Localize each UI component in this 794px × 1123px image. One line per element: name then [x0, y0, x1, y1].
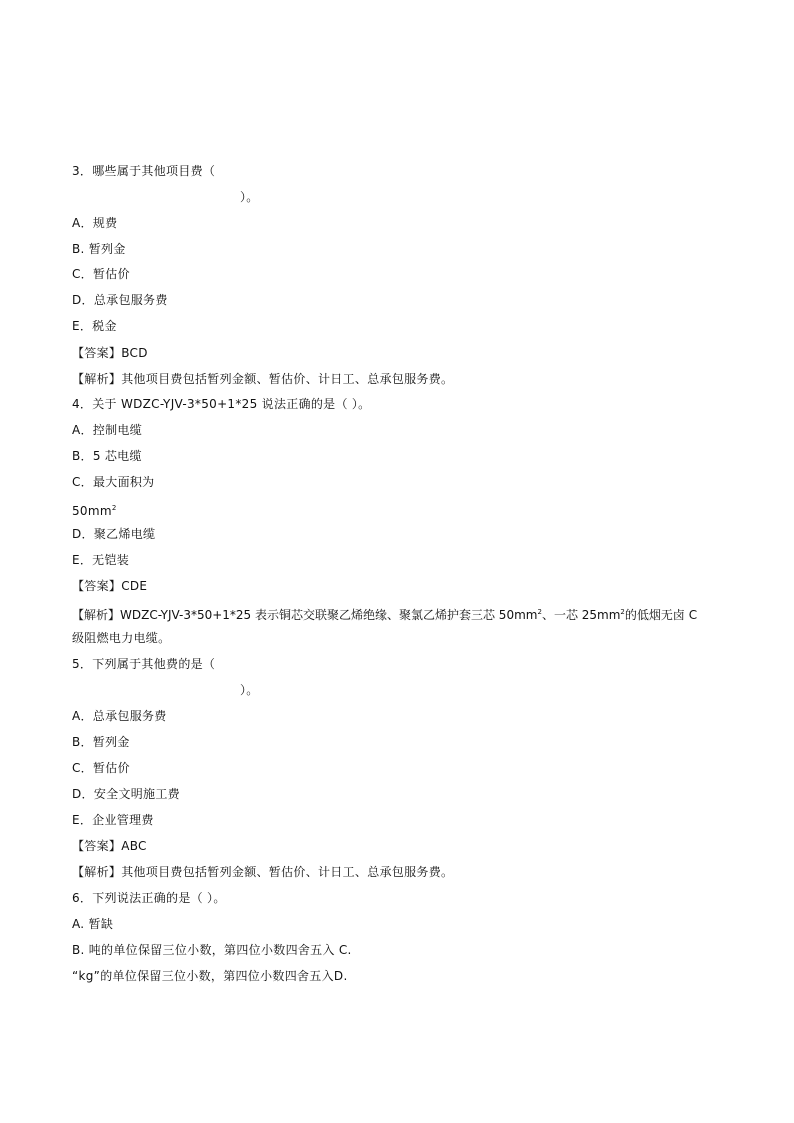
- q3-stem: 3．哪些属于其他项目费（: [72, 164, 216, 178]
- q5-option-a: A．总承包服务费: [72, 709, 167, 723]
- q6-option-b: B. 吨的单位保留三位小数，第四位小数四舍五入 C.: [72, 943, 352, 957]
- q6-option-c: “kg”的单位保留三位小数，第四位小数四舍五入D.: [72, 969, 348, 983]
- q4-option-a: A．控制电缆: [72, 423, 143, 437]
- q3-option-a: A．规费: [72, 216, 118, 230]
- q3-analysis: 【解析】其他项目费包括暂列金额、暂估价、计日工、总承包服务费。: [72, 372, 454, 386]
- q3-option-d: D．总承包服务费: [72, 293, 168, 307]
- q5-option-b: B．暂列金: [72, 735, 130, 749]
- q3-answer: 【答案】BCD: [72, 346, 148, 360]
- q5-stem: 5．下列属于其他费的是（: [72, 657, 216, 671]
- q3-option-b: B. 暂列金: [72, 242, 126, 256]
- q6-option-a: A. 暂缺: [72, 917, 114, 931]
- q4-analysis-cont: 级阻燃电力电缆。: [72, 631, 171, 645]
- q5-analysis: 【解析】其他项目费包括暂列金额、暂估价、计日工、总承包服务费。: [72, 865, 454, 879]
- q4-option-c: C．最大面积为: [72, 475, 155, 489]
- q4-option-b: B．5 芯电缆: [72, 449, 142, 463]
- q5-option-e: E．企业管理费: [72, 813, 154, 827]
- q3-stem-end: ）。: [240, 190, 259, 204]
- q6-stem: 6．下列说法正确的是（ ）。: [72, 891, 226, 905]
- q4-option-d: D．聚乙烯电缆: [72, 527, 156, 541]
- q3-option-c: C．暂估价: [72, 267, 130, 281]
- q5-option-c: C．暂估价: [72, 761, 130, 775]
- q5-option-d: D．安全文明施工费: [72, 787, 180, 801]
- q4-analysis: 【解析】WDZC-YJV-3*50+1*25 表示铜芯交联聚乙烯绝缘、聚氯乙烯护套三芯 $50mm^2$、一芯 $25mm^2$的低烟无卤 C: [72, 608, 698, 622]
- q3-option-e: E．税金: [72, 319, 117, 333]
- q5-stem-end: ）。: [240, 683, 259, 697]
- q4-stem: 4．关于 WDZC-YJV-3*50+1*25 说法正确的是（ ）。: [72, 397, 371, 411]
- q4-option-e: E．无铠装: [72, 553, 130, 567]
- q5-answer: 【答案】ABC: [72, 839, 147, 853]
- q4-option-c-cont: $50mm^2$: [72, 504, 117, 518]
- q4-answer: 【答案】CDE: [72, 579, 148, 593]
